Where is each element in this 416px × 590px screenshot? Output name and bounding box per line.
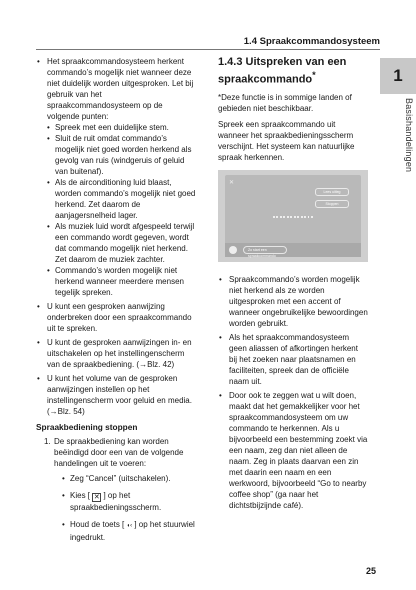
screen-display bbox=[225, 175, 361, 257]
right-column bbox=[218, 56, 368, 514]
list-item: • Door ook te zeggen wat u wilt doen, maakt dat het gemakkelijker voor het spraakcommandosysteem om uw commando te herkennen. Als u bijvoorbeeld een bestemming zoekt via een naam, zeg dan niet alleen de naam. Zeg in plaats daarvan een zin met daarin een naam en een werkwoord, bijvoorbeeld “Go to nearby coffee shop” (ga naar het dichtstbijzijnde café). bbox=[218, 390, 368, 511]
header-title: 1.4 Spraakcommandosysteem bbox=[243, 36, 380, 47]
sub-list bbox=[47, 122, 196, 298]
stop-heading: Spraakbediening stoppen bbox=[36, 422, 138, 432]
screen-button-2: Stoppen bbox=[315, 200, 349, 208]
list-item: • Spraakcommando’s worden mogelijk niet herkend als ze worden uitgesproken met een accent of wanneer ongebruikelijke bewoordingen worden gebruikt. bbox=[218, 274, 368, 329]
list-item bbox=[62, 519, 196, 543]
asterisk-mark: * bbox=[312, 70, 316, 80]
left-column bbox=[36, 56, 196, 549]
list-item: • Als het spraakcommandosysteem geen aliassen of afkortingen herkent bij het zoeken naar plaatsnamen en faciliteiten, spreek dan de officiële naam uit. bbox=[218, 332, 368, 387]
chapter-tab: 1 bbox=[380, 58, 416, 94]
option-text: ] op het stuurwiel ingedrukt. bbox=[70, 520, 195, 542]
screen-bottom-bar bbox=[225, 243, 361, 257]
list-item bbox=[62, 490, 196, 513]
step-text: De spraakbediening kan worden beëindigd door een van de volgende handelingen uit te voeren: bbox=[54, 437, 184, 468]
header-rule bbox=[36, 49, 380, 50]
list-item: • U kunt het volume van de gesproken aanwijzingen instellen op het instellingenscherm voor geluid en media. (→Blz. 54) bbox=[36, 373, 196, 417]
availability-note: *Deze functie is in sommige landen of gebieden niet beschikbaar. bbox=[218, 92, 352, 113]
list-item: • Als de airconditioning luid blaast, worden commando’s mogelijk niet goed herkend. Zet daarom de aanjagersnelheid lager. bbox=[47, 177, 196, 221]
section-title-text: 1.4.3 Uitspreken van een spraakcommando bbox=[218, 56, 347, 86]
list-item: • U kunt de gesproken aanwijzingen in- en uitschakelen op het instellingenscherm van de spraakbediening. (→Blz. 42) bbox=[36, 337, 196, 370]
list-item: • U kunt een gesproken aanwijzing onderbreken door een spraakcommando uit te spreken. bbox=[36, 301, 196, 334]
intro-lead: Het spraakcommandosysteem herkent commando’s mogelijk niet wanneer deze niet duidelijk worden uitgesproken. Let bij gebruik van het spraakcommandosysteem op de volgende punten: bbox=[47, 57, 194, 121]
chapter-label: Basishandelingen bbox=[404, 98, 414, 173]
option-text: Kies [ bbox=[70, 491, 91, 500]
stop-steps bbox=[36, 436, 196, 543]
close-icon: ✕ bbox=[93, 494, 100, 501]
section-title bbox=[218, 56, 368, 87]
list-item: • Spreek met een duidelijke stem. bbox=[47, 122, 196, 133]
list-item: • Commando’s worden mogelijk niet herkend wanneer meerdere mensen tegelijk spreken. bbox=[47, 265, 196, 298]
intro-paragraph: Spreek een spraakcommando uit wanneer het spraakbedieningsscherm verschijnt. Het systeem kan natuurlijke spraak herkennen. bbox=[218, 119, 355, 162]
list-item: • Als muziek luid wordt afgespeeld terwijl een commando wordt gegeven, wordt dat commando mogelijk niet herkend. Zet daarom de muziek zachter. bbox=[47, 221, 196, 265]
option-text: ] op het spraakbedieningsscherm. bbox=[70, 491, 162, 512]
right-bullet-list bbox=[218, 274, 368, 511]
screen-button-1: Lees uitleg bbox=[315, 188, 349, 196]
option-text: Houd de toets [ bbox=[70, 520, 125, 529]
step-1 bbox=[44, 436, 196, 469]
page-header bbox=[0, 0, 416, 52]
page-number: 25 bbox=[365, 566, 376, 576]
voice-command-screenshot bbox=[218, 170, 368, 262]
step-number: 1. bbox=[44, 437, 51, 446]
listening-indicator bbox=[273, 215, 313, 219]
list-item: • Sluit de ruit omdat commando’s mogelijk niet goed worden herkend als gevolg van ruis (windgeruis of geluid van buitenaf). bbox=[47, 133, 196, 177]
list-item: • Zeg “Cancel” (uitschakelen). bbox=[62, 473, 196, 484]
stop-options bbox=[44, 473, 196, 543]
left-bullet-list bbox=[36, 56, 196, 417]
talk-switch-icon: ◖‹ bbox=[126, 523, 133, 529]
screen-close-icon: ✕ bbox=[229, 179, 235, 186]
screen-pill-text: Zo start een spraakcommando bbox=[248, 247, 276, 258]
screen-pill bbox=[243, 246, 287, 258]
mic-icon bbox=[229, 246, 237, 254]
list-item bbox=[36, 56, 196, 298]
